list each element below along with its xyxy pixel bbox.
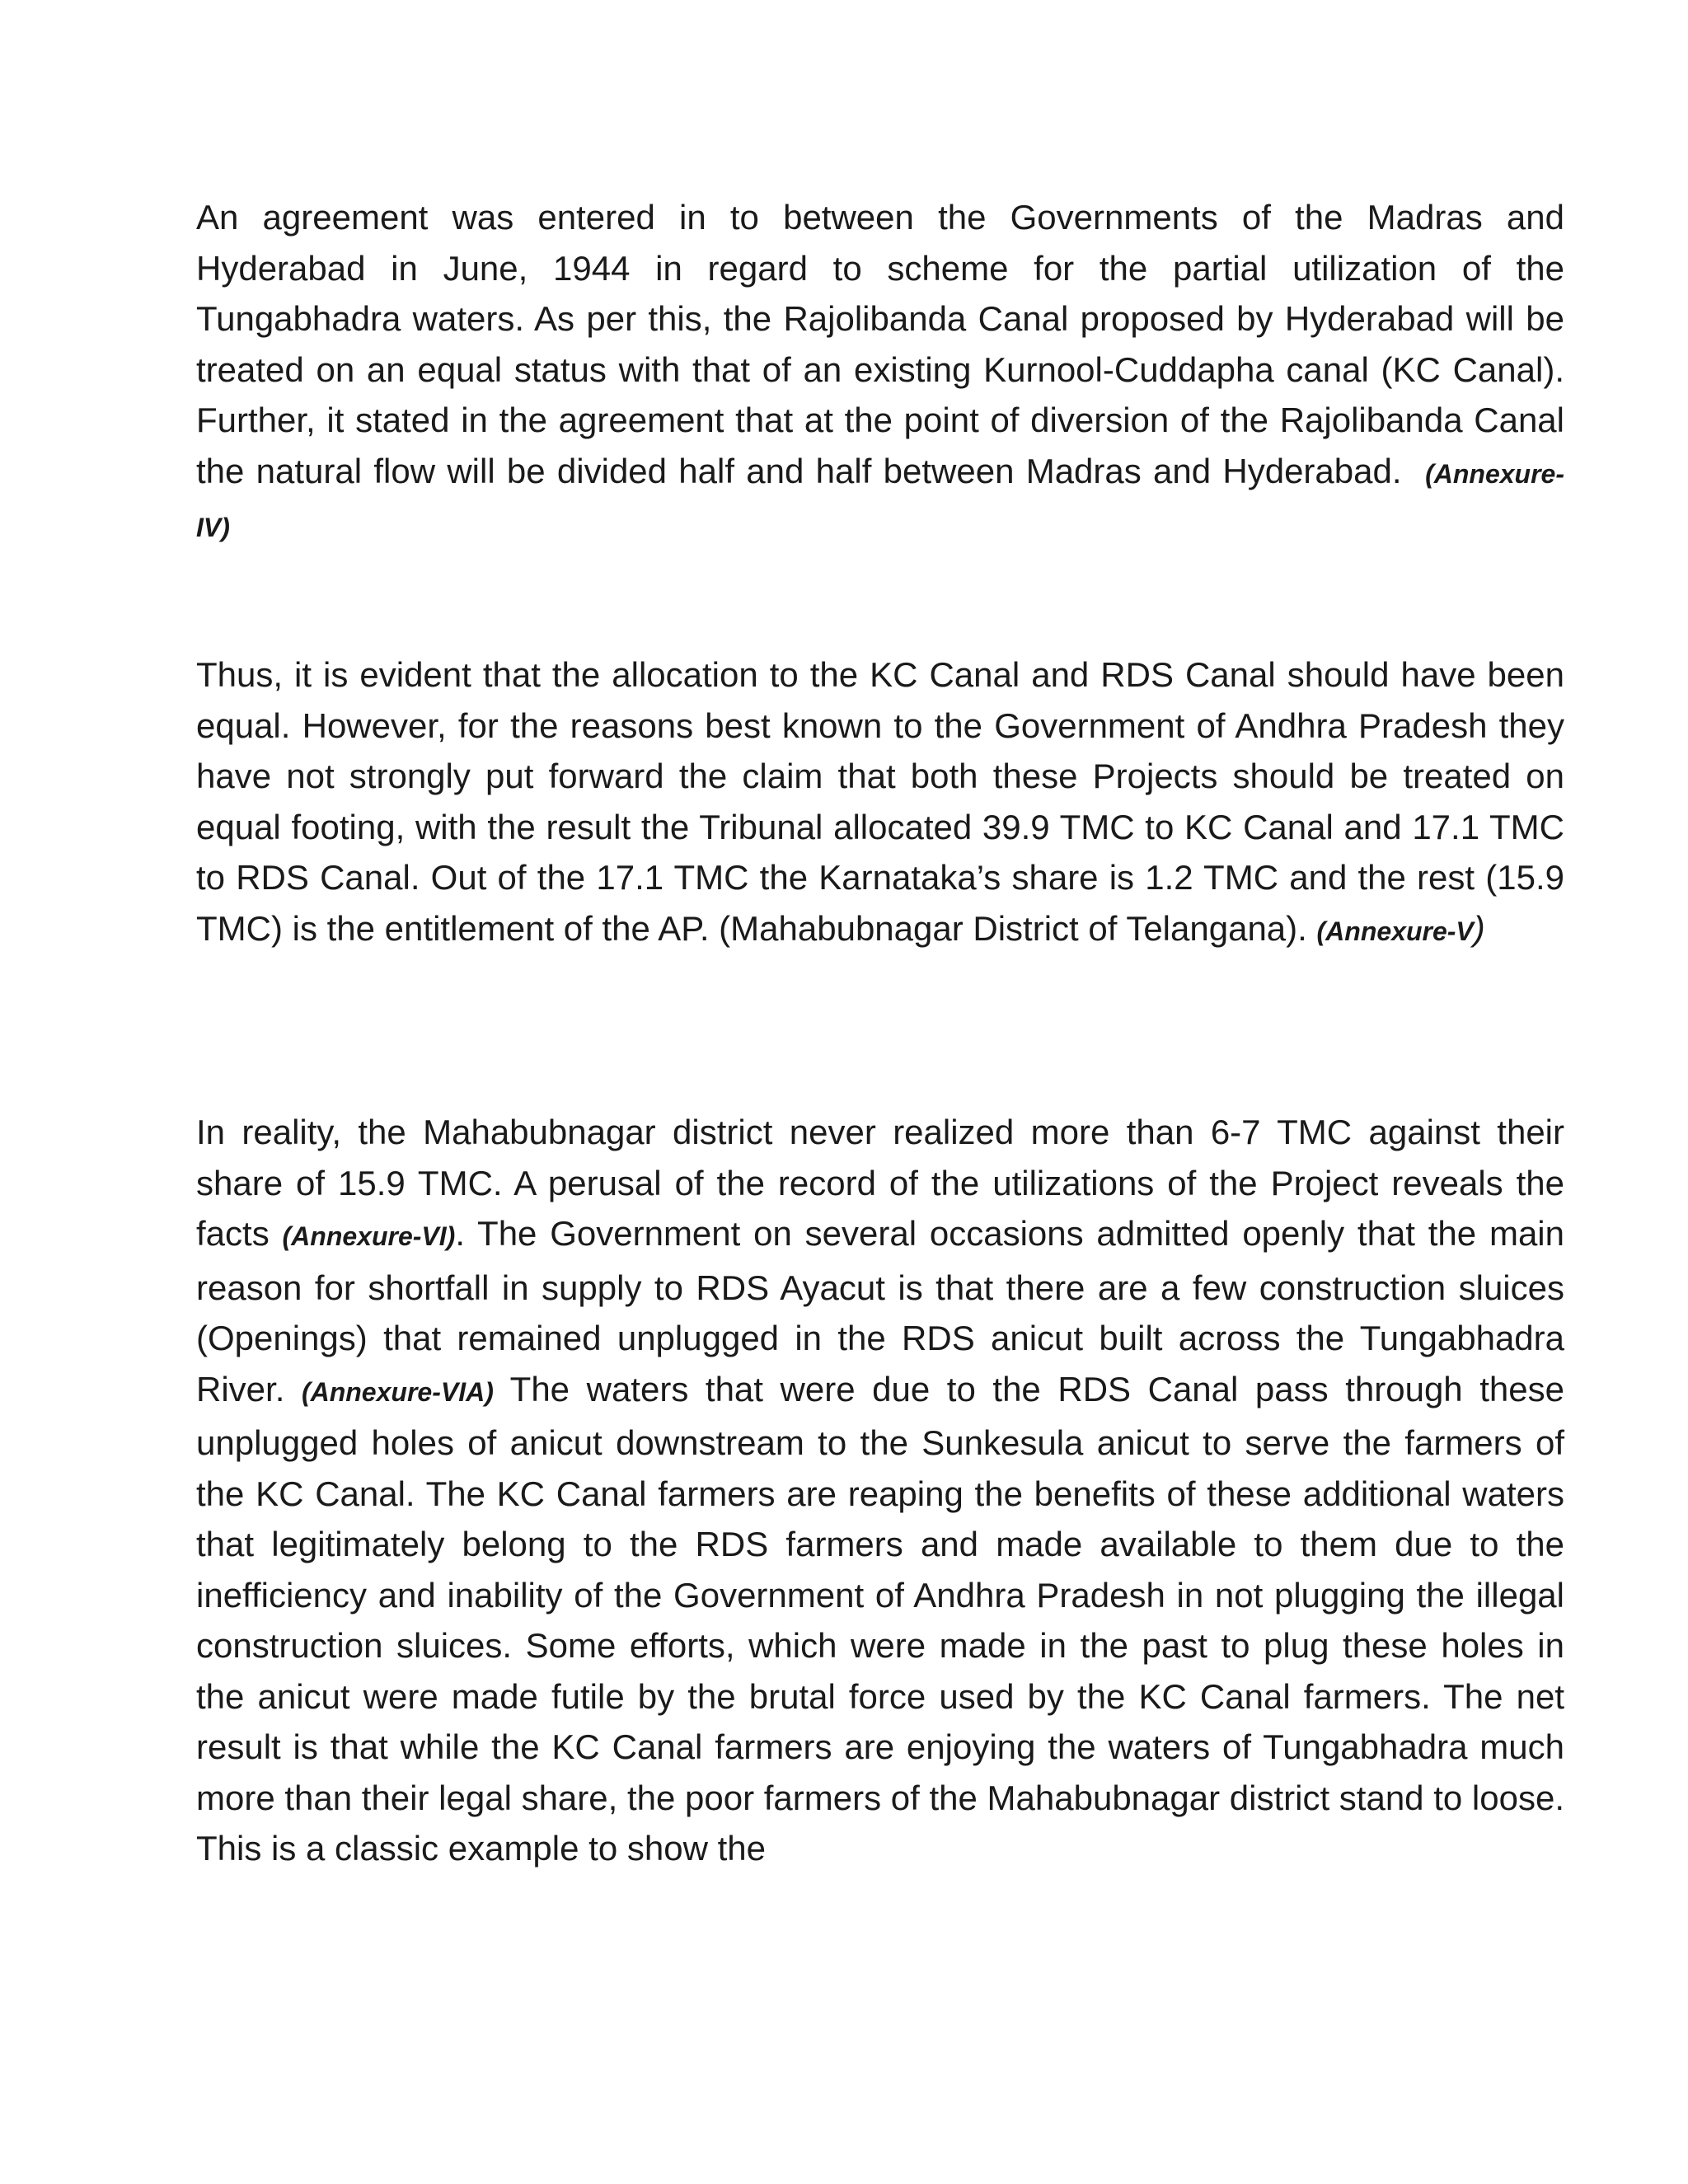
paragraph-3-text-a: In reality, the Mahabubnagar district never realized more than 6-7 TMC against their share of 15.9 TMC. A perusal of the record of the utilizations of the Project reveals the facts bbox=[196, 1113, 1564, 1253]
annexure-via-reference: (Annexure-VIA) bbox=[301, 1376, 494, 1407]
annexure-v-reference: (Annexure-V bbox=[1316, 916, 1474, 946]
paragraph-3 bbox=[196, 1107, 1564, 1874]
annexure-iv-reference: (Annexure-IV) bbox=[196, 458, 1564, 542]
paragraph-2-text: Thus, it is evident that the allocation to the KC Canal and RDS Canal should have been equal. However, for the reasons best known to the Government of Andhra Pradesh they have not strongly put forward the claim that both these Projects should be treated on equal footing, with the result the Tribunal allocated 39.9 TMC to KC Canal and 17.1 TMC to RDS Canal. Out of the 17.1 TMC the Karnataka’s share is 1.2 TMC and the rest (15.9 TMC) is the entitlement of the AP. (Mahabubnagar District of Telangana). bbox=[196, 655, 1564, 948]
paragraph-3-text-c: The waters that were due to the RDS Canal pass through these unplugged holes of anicut downstream to the Sunkesula anicut to serve the farmers of the KC Canal. The KC Canal farmers are reaping the benefits of these additional waters that legitimately belong to the RDS farmers and made available to them due to the inefficiency and inability of the Government of Andhra Pradesh in not plugging the illegal construction sluices. Some efforts, which were made in the past to plug these holes in the anicut were made futile by the brutal force used by the KC Canal farmers. The net result is that while the KC Canal farmers are enjoying the waters of Tungabhadra much more than their legal share, the poor farmers of the Mahabubnagar district stand to loose. This is a classic example to show the bbox=[196, 1369, 1564, 1868]
paragraph-1 bbox=[196, 192, 1564, 554]
paragraph-1-text: An agreement was entered in to between the Governments of the Madras and Hyderabad in June, 1944 in regard to scheme for the partial utilization of the Tungabhadra waters. As per this, the Rajolibanda Canal proposed by Hyderabad will be treated on an equal status with that of an existing Kurnool-Cuddapha canal (KC Canal). Further, it stated in the agreement that at the point of diversion of the Rajolibanda Canal the natural flow will be divided half and half between Madras and Hyderabad. bbox=[196, 198, 1564, 490]
paragraph-3-text-b: . The Government on several occasions admitted openly that the main reason for shortfall in supply to RDS Ayacut is that there are a few construction sluices (Openings) that remained unplugged in the RDS anicut built across the Tungabhadra River. bbox=[196, 1214, 1564, 1408]
annexure-vi-reference: (Annexure-VI) bbox=[282, 1221, 456, 1251]
annexure-v-closing-paren: ) bbox=[1473, 908, 1485, 948]
paragraph-2 bbox=[196, 649, 1564, 957]
